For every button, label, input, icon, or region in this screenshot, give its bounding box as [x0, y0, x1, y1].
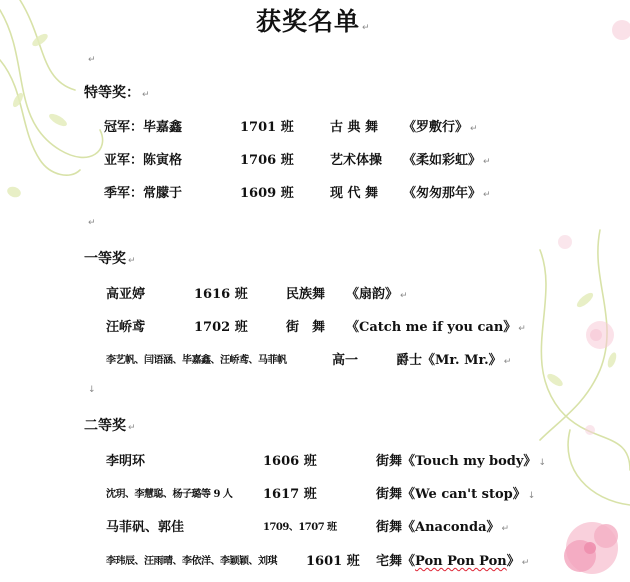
second-award-heading: 二等奖 ↵: [84, 418, 136, 434]
special-rank-1: 冠军：毕嘉鑫: [104, 120, 183, 135]
second-name-2: 沈玥、李慧聪、杨子璐等 9 人: [106, 489, 233, 500]
second-name-3: 马菲矾、郭佳: [106, 520, 185, 535]
line-break-mark: ↓: [88, 385, 96, 395]
first-work-3: 爵士《Mr. Mr.》 ↵: [396, 353, 512, 368]
page-title: 获奖名单 ↵: [256, 7, 371, 36]
first-class-1: 1616 班: [194, 287, 248, 302]
special-award-heading: 特等奖： ↵: [84, 85, 150, 101]
special-work-1: 《罗敷行》 ↵: [403, 120, 478, 135]
paragraph-mark: ↵: [88, 55, 96, 65]
first-work-1: 《扇韵》 ↵: [346, 287, 408, 302]
special-category-1: 古 典 舞: [330, 120, 379, 135]
second-work-1: 街舞《Touch my body》 ↓: [376, 454, 546, 469]
first-work-2: 《Catch me if you can》 ↵: [346, 320, 526, 335]
first-class-3: 高一: [332, 353, 359, 368]
first-award-heading: 一等奖 ↵: [84, 251, 136, 267]
special-work-3: 《匆匆那年》 ↵: [403, 186, 491, 201]
second-class-1: 1606 班: [263, 454, 317, 469]
spellcheck-underline: Pon Pon Pon: [415, 554, 507, 569]
special-class-3: 1609 班: [240, 186, 294, 201]
second-class-3: 1709、1707 班: [263, 522, 337, 533]
second-work-3: 街舞《Anaconda》 ↵: [376, 520, 510, 535]
special-category-3: 现 代 舞: [330, 186, 379, 201]
first-name-3: 李艺帆、闫语涵、毕嘉鑫、汪峤鸢、马菲帆: [106, 355, 287, 366]
first-name-2: 汪峤鸢: [106, 320, 146, 335]
second-class-4: 1601 班: [306, 554, 360, 569]
special-category-2: 艺术体操: [330, 153, 383, 168]
second-name-1: 李明环: [106, 454, 146, 469]
second-name-4: 李玮辰、汪雨晴、李依洋、李颖颖、刘琪: [106, 556, 277, 567]
special-rank-3: 季军：常朦于: [104, 186, 183, 201]
first-name-1: 高亚婷: [106, 287, 146, 302]
first-category-1: 民族舞: [286, 287, 326, 302]
second-work-4: 宅舞《Pon Pon Pon》 ↵: [376, 554, 530, 569]
first-class-2: 1702 班: [194, 320, 248, 335]
second-class-2: 1617 班: [263, 487, 317, 502]
first-category-2: 街 舞: [286, 320, 326, 335]
special-class-2: 1706 班: [240, 153, 294, 168]
special-class-1: 1701 班: [240, 120, 294, 135]
special-rank-2: 亚军：陈寅格: [104, 153, 183, 168]
special-work-2: 《柔如彩虹》 ↵: [403, 153, 491, 168]
second-work-2: 街舞《We can't stop》 ↓: [376, 487, 536, 502]
paragraph-mark: ↵: [88, 218, 96, 228]
